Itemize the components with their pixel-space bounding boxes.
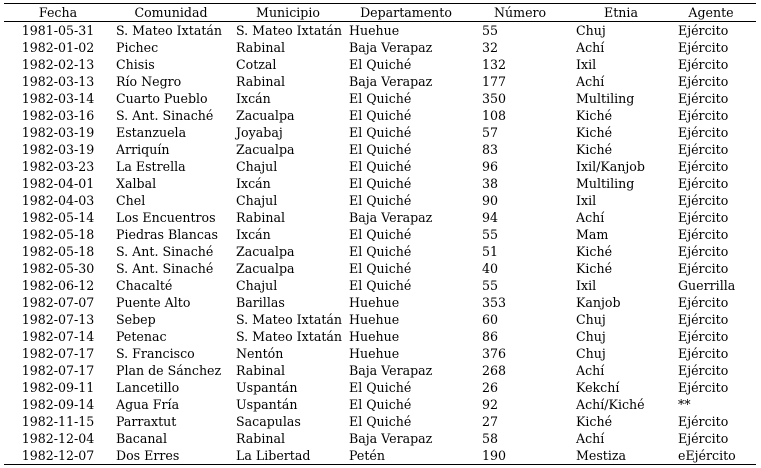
cell-etnia: Chuj xyxy=(576,312,606,327)
cell-departamento: Baja Verapaz xyxy=(349,363,433,378)
cell-comunidad: Lancetillo xyxy=(116,380,180,395)
cell-agente: Ejército xyxy=(678,244,729,259)
cell-etnia: Achí xyxy=(576,363,605,378)
cell-fecha: 1982-03-19 xyxy=(21,125,95,140)
cell-comunidad: S. Ant. Sinaché xyxy=(116,261,214,276)
cell-agente: Ejército xyxy=(678,108,729,123)
table-row xyxy=(4,379,756,396)
cell-etnia: Kiché xyxy=(576,414,613,429)
cell-etnia: Kiché xyxy=(576,108,613,123)
table-row xyxy=(4,107,756,124)
cell-departamento: Huehue xyxy=(349,329,400,344)
cell-municipio: Ixcán xyxy=(236,227,271,242)
table-row xyxy=(4,226,756,243)
cell-municipio: Barillas xyxy=(236,295,285,310)
cell-comunidad: Chacalté xyxy=(116,278,173,293)
cell-agente: Ejército xyxy=(678,363,729,378)
cell-comunidad: Pichec xyxy=(116,40,159,55)
cell-etnia: Kiché xyxy=(576,142,613,157)
cell-municipio: Nentón xyxy=(236,346,284,361)
cell-fecha: 1982-02-13 xyxy=(21,57,95,72)
cell-agente: ** xyxy=(678,397,691,412)
cell-comunidad: Río Negro xyxy=(116,74,182,89)
table-row xyxy=(4,158,756,175)
cell-fecha: 1982-07-07 xyxy=(21,295,95,310)
cell-numero: 83 xyxy=(482,142,499,157)
table-row xyxy=(4,328,756,345)
cell-comunidad: Puente Alto xyxy=(116,295,191,310)
cell-etnia: Kekchí xyxy=(576,380,620,395)
cell-municipio: Sacapulas xyxy=(236,414,301,429)
cell-agente: Ejército xyxy=(678,295,729,310)
cell-etnia: Achí/Kiché xyxy=(576,397,645,412)
cell-departamento: El Quiché xyxy=(349,380,412,395)
header-row xyxy=(4,4,756,22)
header-agente: Agente xyxy=(688,5,734,20)
cell-departamento: El Quiché xyxy=(349,397,412,412)
cell-etnia: Mam xyxy=(576,227,609,242)
cell-etnia: Achí xyxy=(576,210,605,225)
cell-numero: 40 xyxy=(482,261,499,276)
cell-etnia: Chuj xyxy=(576,329,606,344)
cell-etnia: Ixil/Kanjob xyxy=(576,159,645,174)
cell-comunidad: Petenac xyxy=(116,329,167,344)
cell-fecha: 1982-07-17 xyxy=(21,363,95,378)
cell-comunidad: Chel xyxy=(116,193,146,208)
cell-numero: 353 xyxy=(482,295,507,310)
cell-agente: Ejército xyxy=(678,261,729,276)
cell-comunidad: Estanzuela xyxy=(116,125,187,140)
cell-numero: 177 xyxy=(482,74,507,89)
cell-fecha: 1981-05-31 xyxy=(21,23,95,38)
cell-numero: 190 xyxy=(482,448,507,463)
table-row xyxy=(4,413,756,430)
table-row xyxy=(4,56,756,73)
cell-fecha: 1982-06-12 xyxy=(21,278,95,293)
table-row xyxy=(4,209,756,226)
cell-departamento: El Quiché xyxy=(349,125,412,140)
cell-agente: Ejército xyxy=(678,193,729,208)
cell-municipio: S. Mateo Ixtatán xyxy=(236,329,343,344)
cell-agente: Ejército xyxy=(678,431,729,446)
cell-fecha: 1982-11-15 xyxy=(21,414,95,429)
cell-comunidad: Piedras Blancas xyxy=(116,227,218,242)
cell-departamento: Huehue xyxy=(349,295,400,310)
cell-numero: 55 xyxy=(482,278,499,293)
cell-numero: 26 xyxy=(482,380,499,395)
cell-comunidad: S. Mateo Ixtatán xyxy=(116,23,223,38)
cell-departamento: Huehue xyxy=(349,346,400,361)
cell-departamento: Baja Verapaz xyxy=(349,40,433,55)
cell-fecha: 1982-03-16 xyxy=(21,108,95,123)
cell-numero: 57 xyxy=(482,125,499,140)
header-fecha: Fecha xyxy=(38,5,78,20)
table-row xyxy=(4,277,756,294)
cell-etnia: Ixil xyxy=(576,278,597,293)
cell-municipio: Chajul xyxy=(236,278,278,293)
cell-agente: eEjército xyxy=(678,448,736,463)
cell-municipio: S. Mateo Ixtatán xyxy=(236,312,343,327)
cell-numero: 108 xyxy=(482,108,507,123)
cell-numero: 32 xyxy=(482,40,499,55)
cell-agente: Guerrilla xyxy=(678,278,736,293)
cell-etnia: Multiling xyxy=(576,91,635,106)
table-header xyxy=(4,4,756,22)
table-row xyxy=(4,39,756,56)
cell-municipio: Rabinal xyxy=(236,40,286,55)
cell-departamento: El Quiché xyxy=(349,159,412,174)
cell-etnia: Achí xyxy=(576,74,605,89)
table-row xyxy=(4,141,756,158)
cell-municipio: Ixcán xyxy=(236,176,271,191)
cell-comunidad: Agua Fría xyxy=(116,397,180,412)
cell-agente: Ejército xyxy=(678,40,729,55)
cell-comunidad: La Estrella xyxy=(116,159,186,174)
table-row xyxy=(4,175,756,192)
cell-numero: 60 xyxy=(482,312,499,327)
cell-comunidad: S. Francisco xyxy=(116,346,195,361)
cell-numero: 55 xyxy=(482,23,499,38)
cell-etnia: Achí xyxy=(576,431,605,446)
cell-etnia: Mestiza xyxy=(576,448,627,463)
cell-comunidad: Bacanal xyxy=(116,431,167,446)
cell-fecha: 1982-12-04 xyxy=(21,431,95,446)
cell-agente: Ejército xyxy=(678,142,729,157)
header-numero: Número xyxy=(494,5,547,20)
cell-agente: Ejército xyxy=(678,210,729,225)
table-row xyxy=(4,294,756,311)
cell-departamento: Baja Verapaz xyxy=(349,74,433,89)
cell-fecha: 1982-03-13 xyxy=(21,74,95,89)
table-row xyxy=(4,345,756,362)
cell-agente: Ejército xyxy=(678,380,729,395)
cell-agente: Ejército xyxy=(678,159,729,174)
cell-municipio: Chajul xyxy=(236,159,278,174)
cell-departamento: El Quiché xyxy=(349,244,412,259)
cell-municipio: Ixcán xyxy=(236,91,271,106)
cell-fecha: 1982-01-02 xyxy=(21,40,95,55)
cell-comunidad: Dos Erres xyxy=(116,448,180,463)
header-comunidad: Comunidad xyxy=(134,5,208,20)
cell-fecha: 1982-12-07 xyxy=(21,448,95,463)
cell-departamento: El Quiché xyxy=(349,278,412,293)
cell-fecha: 1982-03-14 xyxy=(21,91,95,106)
cell-numero: 55 xyxy=(482,227,499,242)
table-row xyxy=(4,396,756,413)
table-row xyxy=(4,124,756,141)
cell-numero: 27 xyxy=(482,414,499,429)
cell-fecha: 1982-07-17 xyxy=(21,346,95,361)
cell-agente: Ejército xyxy=(678,176,729,191)
cell-fecha: 1982-03-23 xyxy=(21,159,95,174)
cell-fecha: 1982-05-30 xyxy=(21,261,95,276)
cell-municipio: Uspantán xyxy=(236,380,298,395)
cell-departamento: Petén xyxy=(349,448,385,463)
table-row xyxy=(4,260,756,277)
cell-comunidad: S. Ant. Sinaché xyxy=(116,108,214,123)
cell-agente: Ejército xyxy=(678,227,729,242)
cell-municipio: Rabinal xyxy=(236,363,286,378)
cell-comunidad: Sebep xyxy=(116,312,156,327)
cell-departamento: El Quiché xyxy=(349,176,412,191)
table-row xyxy=(4,22,756,40)
table-row xyxy=(4,192,756,209)
header-departamento: Departamento xyxy=(360,5,452,20)
cell-numero: 376 xyxy=(482,346,507,361)
cell-departamento: El Quiché xyxy=(349,193,412,208)
cell-fecha: 1982-05-18 xyxy=(21,244,95,259)
cell-etnia: Kiché xyxy=(576,261,613,276)
cell-municipio: S. Mateo Ixtatán xyxy=(236,23,343,38)
cell-agente: Ejército xyxy=(678,57,729,72)
cell-fecha: 1982-05-14 xyxy=(21,210,95,225)
cell-departamento: El Quiché xyxy=(349,91,412,106)
cell-agente: Ejército xyxy=(678,312,729,327)
header-municipio: Municipio xyxy=(256,5,320,20)
cell-municipio: Cotzal xyxy=(236,57,277,72)
cell-departamento: El Quiché xyxy=(349,57,412,72)
cell-comunidad: Arriquín xyxy=(116,142,170,157)
cell-departamento: Huehue xyxy=(349,312,400,327)
cell-departamento: El Quiché xyxy=(349,108,412,123)
cell-numero: 58 xyxy=(482,431,499,446)
cell-etnia: Ixil xyxy=(576,193,597,208)
cell-comunidad: S. Ant. Sinaché xyxy=(116,244,214,259)
cell-numero: 350 xyxy=(482,91,507,106)
data-table xyxy=(4,3,756,465)
cell-municipio: Uspantán xyxy=(236,397,298,412)
cell-departamento: Baja Verapaz xyxy=(349,210,433,225)
cell-municipio: La Libertad xyxy=(236,448,311,463)
table-row xyxy=(4,243,756,260)
cell-etnia: Ixil xyxy=(576,57,597,72)
cell-etnia: Kiché xyxy=(576,125,613,140)
cell-fecha: 1982-09-11 xyxy=(21,380,95,395)
cell-municipio: Rabinal xyxy=(236,74,286,89)
cell-municipio: Zacualpa xyxy=(236,142,295,157)
cell-municipio: Zacualpa xyxy=(236,244,295,259)
cell-numero: 94 xyxy=(482,210,499,225)
cell-municipio: Zacualpa xyxy=(236,108,295,123)
cell-comunidad: Chisis xyxy=(116,57,155,72)
cell-comunidad: Plan de Sánchez xyxy=(116,363,222,378)
cell-municipio: Rabinal xyxy=(236,210,286,225)
cell-departamento: El Quiché xyxy=(349,142,412,157)
cell-departamento: El Quiché xyxy=(349,414,412,429)
cell-numero: 96 xyxy=(482,159,499,174)
cell-agente: Ejército xyxy=(678,74,729,89)
cell-municipio: Joyabaj xyxy=(236,125,283,140)
cell-comunidad: Los Encuentros xyxy=(116,210,216,225)
cell-agente: Ejército xyxy=(678,329,729,344)
cell-numero: 86 xyxy=(482,329,499,344)
cell-numero: 268 xyxy=(482,363,507,378)
cell-fecha: 1982-04-01 xyxy=(21,176,95,191)
table-row xyxy=(4,90,756,107)
table-row xyxy=(4,447,756,465)
cell-numero: 51 xyxy=(482,244,499,259)
table-row xyxy=(4,362,756,379)
table-body xyxy=(4,22,756,465)
cell-comunidad: Parraxtut xyxy=(116,414,177,429)
cell-fecha: 1982-07-14 xyxy=(21,329,95,344)
cell-departamento: Baja Verapaz xyxy=(349,431,433,446)
cell-numero: 92 xyxy=(482,397,499,412)
table-row xyxy=(4,311,756,328)
cell-fecha: 1982-07-13 xyxy=(21,312,95,327)
cell-departamento: El Quiché xyxy=(349,261,412,276)
cell-etnia: Chuj xyxy=(576,346,606,361)
cell-etnia: Chuj xyxy=(576,23,606,38)
cell-etnia: Kiché xyxy=(576,244,613,259)
cell-agente: Ejército xyxy=(678,125,729,140)
cell-agente: Ejército xyxy=(678,91,729,106)
cell-departamento: El Quiché xyxy=(349,227,412,242)
cell-comunidad: Cuarto Pueblo xyxy=(116,91,208,106)
cell-municipio: Zacualpa xyxy=(236,261,295,276)
cell-fecha: 1982-05-18 xyxy=(21,227,95,242)
cell-numero: 90 xyxy=(482,193,499,208)
cell-municipio: Chajul xyxy=(236,193,278,208)
cell-departamento: Huehue xyxy=(349,23,400,38)
cell-etnia: Multiling xyxy=(576,176,635,191)
cell-agente: Ejército xyxy=(678,414,729,429)
cell-municipio: Rabinal xyxy=(236,431,286,446)
cell-etnia: Achí xyxy=(576,40,605,55)
cell-numero: 132 xyxy=(482,57,507,72)
cell-agente: Ejército xyxy=(678,346,729,361)
cell-comunidad: Xalbal xyxy=(116,176,157,191)
cell-fecha: 1982-03-19 xyxy=(21,142,95,157)
cell-etnia: Kanjob xyxy=(576,295,621,310)
cell-fecha: 1982-04-03 xyxy=(21,193,95,208)
table-row xyxy=(4,430,756,447)
cell-agente: Ejército xyxy=(678,23,729,38)
table-row xyxy=(4,73,756,90)
header-etnia: Etnia xyxy=(604,5,638,20)
cell-fecha: 1982-09-14 xyxy=(21,397,95,412)
cell-numero: 38 xyxy=(482,176,499,191)
